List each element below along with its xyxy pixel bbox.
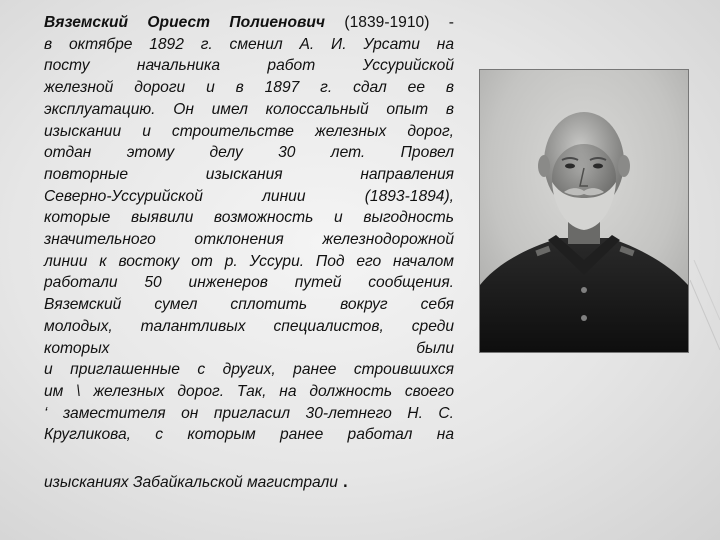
text-line: в октябре 1892 г. сменил А. И. Урсати на xyxy=(44,35,454,53)
text-line: значительного отклонения железнодорожной xyxy=(44,231,454,249)
person-name: Вяземский Ориест Полиенович xyxy=(44,14,326,31)
text-line: отдан этому делу 30 лет. Провел xyxy=(44,144,454,162)
text-line: изыскании и строительстве железных дорог, xyxy=(44,122,454,140)
decorative-lines xyxy=(690,260,720,360)
text-line: эксплуатацию. Он имел колоссальный опыт в xyxy=(44,100,454,118)
final-text-line xyxy=(44,466,454,494)
text-line: посту начальника работ Уссурийской xyxy=(44,57,454,75)
paragraph-gap xyxy=(44,446,454,469)
text-line: линии к востоку от р. Уссури. Под его началом xyxy=(44,252,454,270)
text-line: ‘ заместителя он пригласил 30-летнего Н. С. xyxy=(44,404,454,422)
text-line: Вяземский сумел сплотить вокруг себя xyxy=(44,296,454,314)
text-line: Кругликова, с которым ранее работал на xyxy=(44,426,454,444)
portrait-photo xyxy=(480,70,688,352)
final-text: изысканиях Забайкальской магистрали xyxy=(44,474,338,492)
biography-text xyxy=(44,12,454,494)
text-line: которых были xyxy=(44,339,454,357)
portrait-illustration xyxy=(480,70,688,352)
text-line: молодых, талантливых специалистов, среди xyxy=(44,317,454,335)
text-line: им \ железных дорог. Так, на должность своего xyxy=(44,382,454,400)
text-line: железной дороги и в 1897 г. сдал ее в xyxy=(44,79,454,97)
text-line: которые выявили возможность и выгодность xyxy=(44,209,454,227)
text-line: Северно-Уссурийской линии (1893-1894), xyxy=(44,187,454,205)
text-line: и приглашенные с других, ранее строившихся xyxy=(44,361,454,379)
text-line: работали 50 инженеров путей сообщения. xyxy=(44,274,454,292)
text-line: повторные изыскания направления xyxy=(44,165,454,183)
final-period: . xyxy=(341,466,349,494)
heading-line xyxy=(44,12,454,34)
person-years: (1839-1910) - xyxy=(325,14,454,31)
